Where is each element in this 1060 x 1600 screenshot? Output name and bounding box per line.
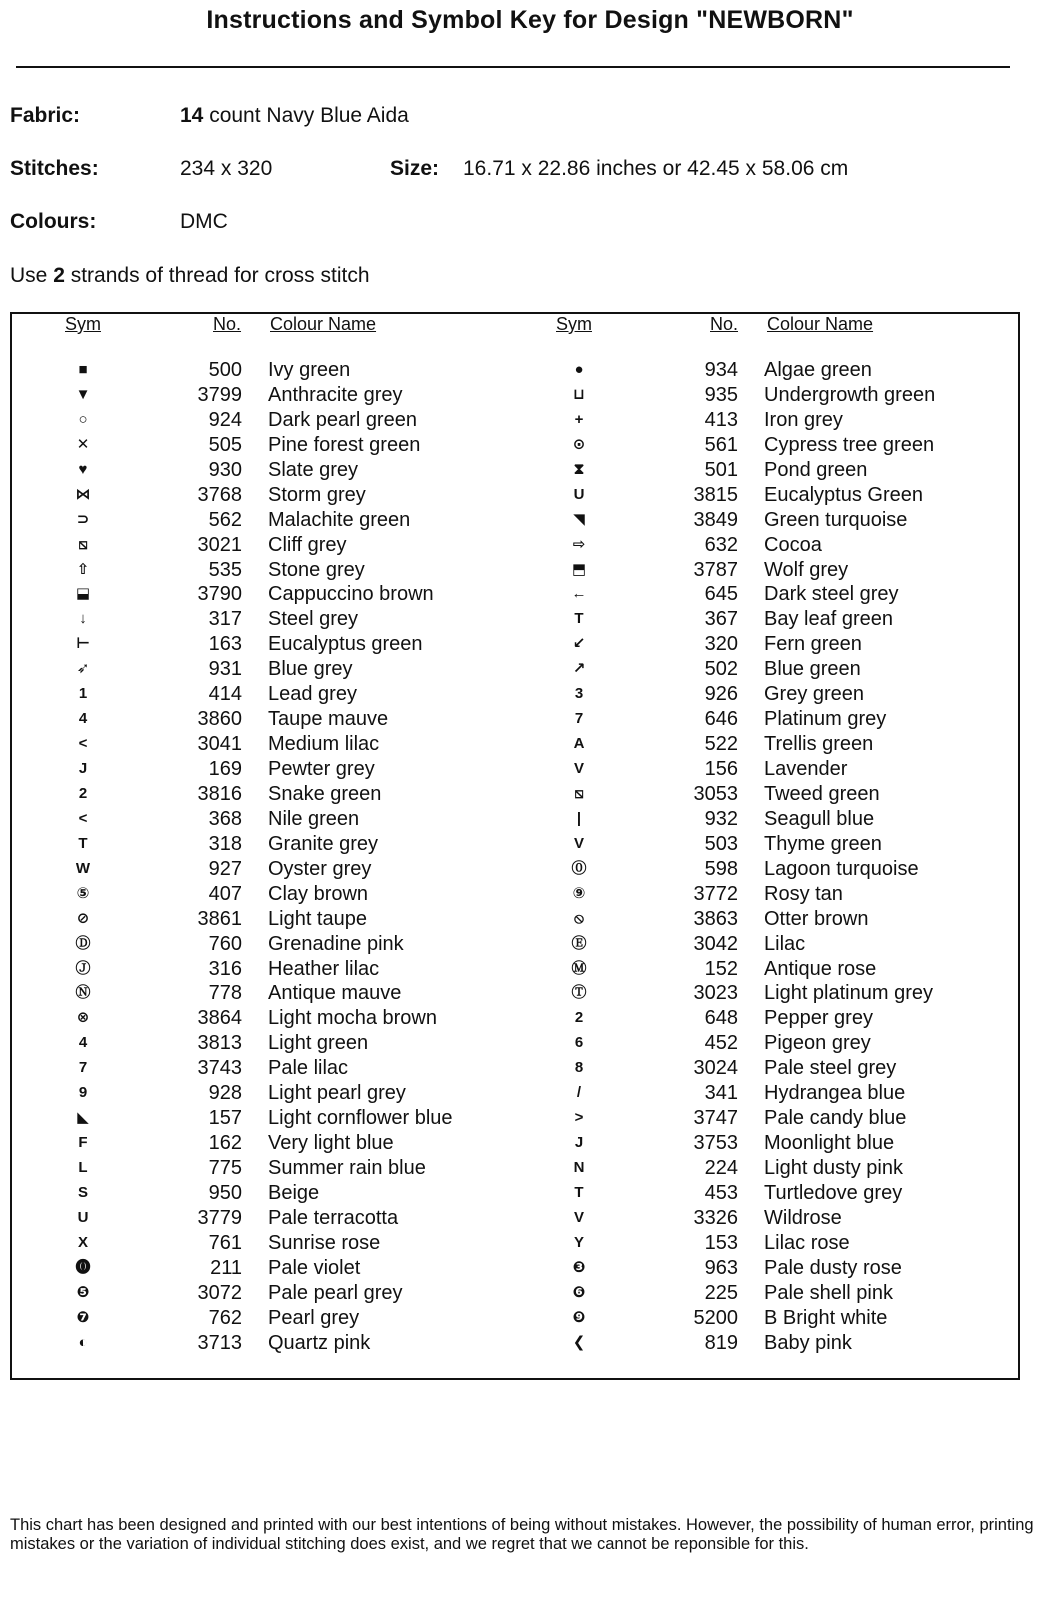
symbol-key-table [10,312,1020,1380]
stitch-symbol-icon: ◣ [77,1109,89,1127]
dmc-number: 3753 [693,1132,738,1155]
colour-name: Pale terracotta [268,1206,399,1229]
dmc-number: 153 [704,1231,738,1254]
colour-name: Grey green [764,683,865,706]
stitch-symbol-icon: ❮ [572,1333,586,1351]
dmc-number: 930 [208,458,242,481]
fabric-label: Fabric: [10,104,81,127]
strands-pre: Use [10,264,54,287]
stitch-symbol-icon: ❸ [572,1258,586,1276]
stitch-symbol-icon: L [78,1159,88,1176]
stitch-symbol-icon: ↙ [572,635,586,653]
dmc-number: 3849 [693,508,738,531]
dmc-number: 950 [208,1181,242,1204]
colour-name: Turtledove grey [764,1181,903,1204]
stitch-symbol-icon: 8 [574,1059,584,1077]
dmc-number: 778 [208,982,242,1005]
stitch-symbol-icon: 7 [574,710,584,728]
dmc-number: 926 [704,683,738,706]
dmc-number: 500 [208,359,242,381]
fabric-description: count Navy Blue Aida [203,104,409,127]
colour-name: Pigeon grey [764,1032,871,1055]
stitch-symbol-icon: > [574,1109,584,1127]
stitch-symbol-icon: 4 [78,1034,88,1052]
stitch-symbol-icon: N [573,1159,585,1176]
stitch-symbol-icon: | [576,809,582,827]
dmc-number: 407 [208,882,242,905]
disclaimer: This chart has been designed and printed with our best intentions of being without mistakes. However, the possibility of human error, printing mistakes or the variation of individual stitching does exist, and we regret that we cannot be reponsible for this. [10,1516,1034,1553]
colour-name: Slate grey [268,458,359,481]
colour-name: Cypress tree green [764,433,935,456]
stitch-symbol-icon: S [77,1183,88,1201]
dmc-number: 367 [704,608,738,631]
stitch-symbol-icon: ■ [78,361,88,378]
colour-name: Very light blue [268,1132,394,1155]
colour-name: Heather lilac [268,957,380,980]
dmc-number: 3860 [197,708,242,731]
stitch-symbol-icon: ⬓ [75,585,91,603]
stitch-symbol-icon: V [573,834,584,852]
colour-name: Green turquoise [764,508,908,531]
stitch-symbol-icon: A [573,735,585,753]
dmc-number: 562 [208,508,242,531]
strands-post: strands of thread for cross stitch [64,264,370,287]
dmc-number: 3072 [197,1281,242,1304]
page-title: Instructions and Symbol Key for Design "NEWBORN" [206,6,854,34]
colour-name: Fern green [764,633,862,656]
stitch-symbol-icon: ⊢ [76,635,90,653]
dmc-number: 502 [704,658,738,681]
stitch-symbol-icon: ◥ [573,510,585,528]
stitch-symbol-icon: ⇧ [76,560,90,578]
dmc-number: 3713 [197,1331,242,1354]
colour-name: Storm grey [268,483,366,506]
dmc-number: 316 [208,957,242,980]
stitch-symbol-icon: ⊘ [76,909,90,927]
dmc-number: 3799 [197,383,242,406]
colour-name: Wildrose [764,1206,842,1229]
colour-name: Eucalyptus green [268,633,423,656]
stitch-symbol-icon: 3 [574,685,584,703]
colour-name: Eucalyptus Green [764,483,923,506]
colour-name: Pale steel grey [764,1057,897,1080]
dmc-number: 522 [704,733,738,756]
header-sym-right: Sym [556,314,592,334]
dmc-number: 3743 [197,1057,242,1080]
stitch-symbol-icon: ➶ [76,660,90,678]
stitch-symbol-icon: < [78,809,88,827]
stitch-symbol-icon: ⊔ [573,385,585,403]
stitch-symbol-icon: V [573,760,584,777]
strands-instruction [10,264,370,288]
dmc-number: 3326 [693,1206,738,1229]
dmc-number: 505 [208,433,242,456]
colour-name: Blue green [764,658,861,681]
dmc-number: 775 [208,1157,242,1179]
dmc-number: 3053 [693,782,738,805]
colour-name: Undergrowth green [764,383,936,406]
dmc-number: 162 [208,1132,242,1155]
colour-name: Dark steel grey [764,583,899,606]
dmc-number: 211 [210,1256,242,1279]
stitch-symbol-icon: ⊃ [76,510,90,528]
dmc-number: 501 [704,458,738,481]
colour-name: Snake green [268,782,382,805]
colour-name: Lead grey [268,683,357,706]
dmc-number: 503 [704,832,738,855]
stitch-symbol-icon: ◐ [78,1333,88,1351]
stitch-symbol-icon: ⑤ [76,884,90,902]
stitch-symbol-icon: ↓ [79,610,87,628]
header-no-right: No. [710,314,739,334]
stitch-symbol-icon: ⊗ [76,1009,90,1027]
colour-name: Rosy tan [764,882,843,905]
stitch-symbol-icon: ⊙ [572,435,586,453]
colour-name: Algae green [764,359,872,381]
stitch-symbol-icon: Ⓔ [571,934,587,952]
fabric-count: 14 [180,104,204,127]
stitch-symbol-icon: ⓪ [571,859,587,877]
colour-name: Seagull blue [764,807,875,830]
stitch-symbol-icon: Ⓝ [75,984,91,1002]
stitch-symbol-icon: ⬒ [571,560,587,578]
colour-name: Light cornflower blue [268,1107,453,1130]
dmc-number: 963 [704,1256,738,1279]
stitch-symbol-icon: ♥ [78,460,88,478]
stitch-symbol-icon: ⧅ [78,535,88,553]
dmc-number: 932 [704,807,738,830]
dmc-number: 632 [704,533,738,556]
dmc-number: 320 [704,633,738,656]
colour-name: Pale pearl grey [268,1281,403,1304]
stitch-symbol-icon: ⦸ [574,909,584,927]
colour-name: Moonlight blue [764,1132,895,1155]
stitch-symbol-icon: J [78,760,88,777]
colour-name: Light green [268,1032,369,1055]
dmc-number: 3772 [693,882,738,905]
colour-name: Steel grey [268,608,359,631]
stitch-symbol-icon: ❺ [76,1283,90,1301]
dmc-number: 924 [208,408,242,431]
colour-name: Tweed green [764,782,880,805]
size-value: 16.71 x 22.86 inches or 42.45 x 58.06 cm [463,157,849,180]
stitch-symbol-icon: + [574,410,584,428]
stitch-symbol-icon: U [77,1208,89,1226]
stitch-symbol-icon: Ⓙ [75,959,91,977]
stitch-symbol-icon: ↗ [572,660,586,678]
stitch-symbol-icon: ⓿ [75,1258,91,1276]
dmc-number: 648 [704,1007,738,1030]
stitch-symbol-icon: V [573,1208,584,1226]
colour-name: Thyme green [764,832,882,855]
colour-name: Anthracite grey [268,383,403,406]
colour-name: Baby pink [764,1331,852,1354]
colour-name: Antique rose [764,957,877,980]
colour-name: Pepper grey [764,1007,873,1030]
dmc-number: 169 [208,758,242,780]
dmc-number: 225 [704,1281,738,1304]
dmc-number: 3790 [197,583,242,606]
stitch-symbol-icon: ⋈ [75,485,91,503]
dmc-number: 452 [704,1032,738,1055]
colour-name: Light mocha brown [268,1007,437,1030]
colour-name: Taupe mauve [268,708,389,731]
colour-name: Lilac rose [764,1231,850,1254]
stitch-symbol-icon: ▼ [75,385,91,403]
colour-name: Pale candy blue [764,1107,907,1130]
colour-name: Ivy green [268,359,351,381]
dmc-number: 3864 [197,1007,242,1030]
stitch-symbol-icon: X [77,1233,88,1251]
stitch-symbol-icon: < [78,735,88,753]
stitch-symbol-icon: ⧗ [573,460,585,478]
stitch-symbol-icon: ❾ [572,1308,586,1326]
dmc-number: 3779 [197,1206,242,1229]
dmc-number: 318 [208,832,242,855]
dmc-number: 3768 [197,483,242,506]
colour-name: Lagoon turquoise [764,857,919,880]
colour-name: Malachite green [268,508,411,531]
dmc-number: 3041 [197,733,242,756]
colour-name: Pale shell pink [764,1281,893,1304]
stitch-symbol-icon: ✕ [76,435,90,453]
colour-name: Light taupe [268,907,367,930]
header-no-left: No. [213,314,242,334]
colour-name: Light platinum grey [764,982,933,1005]
dmc-number: 598 [704,857,738,880]
colour-name: Cliff grey [268,533,347,556]
stitch-symbol-icon: 1 [78,685,88,703]
stitch-symbol-icon: T [574,610,584,628]
dmc-number: 561 [704,433,738,456]
colour-name: Blue grey [268,658,353,681]
dmc-number: 368 [208,807,242,830]
colour-name: Quartz pink [268,1331,371,1354]
colour-name: Oyster grey [268,857,372,880]
colour-name: Pale lilac [268,1057,349,1080]
colour-name: Grenadine pink [268,932,404,955]
colour-name: Medium lilac [268,733,380,756]
stitch-symbol-icon: / [576,1084,582,1102]
colour-name: Wolf grey [764,558,849,581]
stitch-symbol-icon: 2 [574,1009,584,1027]
dmc-number: 3861 [197,907,242,930]
dmc-number: 3023 [693,982,738,1005]
colour-name: Granite grey [268,832,379,855]
dmc-number: 317 [208,608,242,631]
stitch-symbol-icon: ⧅ [574,784,584,802]
stitch-symbol-icon: ← [571,585,587,603]
stitch-symbol-icon: Ⓓ [75,934,91,952]
dmc-number: 927 [208,857,242,880]
colour-name: Pearl grey [268,1306,360,1329]
stitch-symbol-icon: ⇨ [572,535,586,553]
stitch-symbol-icon: Ⓜ [571,959,587,977]
dmc-number: 928 [208,1082,242,1105]
dmc-number: 3787 [693,558,738,581]
colours-label: Colours: [10,210,97,233]
dmc-number: 341 [704,1082,738,1105]
dmc-number: 535 [208,558,242,581]
stitch-symbol-icon: ⑨ [572,884,586,902]
stitch-symbol-icon: 9 [78,1084,88,1102]
colour-name: Hydrangea blue [764,1082,906,1105]
colour-name: Platinum grey [764,708,887,731]
colour-name: Otter brown [764,907,869,930]
stitch-symbol-icon: 4 [78,710,88,728]
dmc-number: 3816 [197,782,242,805]
stitch-symbol-icon: T [78,834,88,852]
strands-count: 2 [53,264,65,287]
dmc-number: 413 [704,408,738,431]
dmc-number: 645 [704,583,738,606]
colours-value: DMC [180,210,228,233]
dmc-number: 760 [208,932,242,955]
colour-name: Iron grey [764,408,843,431]
colour-name: Pewter grey [268,758,375,780]
colour-name: Trellis green [764,733,874,756]
dmc-number: 3747 [693,1107,738,1130]
stitch-symbol-icon: U [573,485,585,503]
colour-name: Pale dusty rose [764,1256,902,1279]
dmc-number: 3024 [693,1057,738,1080]
colour-name: Antique mauve [268,982,402,1005]
dmc-number: 157 [208,1107,242,1130]
colour-name: Pine forest green [268,433,421,456]
stitch-symbol-icon: Ⓣ [571,984,587,1002]
header-name-right: Colour Name [767,314,874,334]
colour-name: Dark pearl green [268,408,417,431]
fabric-value [180,104,409,128]
size-label: Size: [390,157,440,180]
colour-name: B Bright white [764,1306,888,1329]
dmc-number: 934 [704,359,738,381]
title-divider [16,66,1010,68]
dmc-number: 224 [704,1157,738,1179]
stitch-symbol-icon: ○ [78,410,88,428]
stitches-value: 234 x 320 [180,157,273,180]
dmc-number: 414 [208,683,242,706]
stitch-symbol-icon: ❻ [572,1283,586,1301]
colour-name: Nile green [268,807,360,830]
dmc-number: 935 [704,383,738,406]
colour-name: Pond green [764,458,868,481]
dmc-number: 762 [208,1306,242,1329]
dmc-number: 3021 [197,533,242,556]
dmc-number: 156 [704,758,738,780]
colour-name: Cocoa [764,533,822,556]
stitch-symbol-icon: 7 [78,1059,88,1077]
dmc-number: 152 [704,957,738,980]
stitch-symbol-icon: ● [574,361,584,378]
dmc-number: 819 [704,1331,738,1354]
dmc-number: 5200 [693,1306,738,1329]
stitch-symbol-icon: T [574,1183,584,1201]
colour-name: Pale violet [268,1256,361,1279]
dmc-number: 931 [208,658,242,681]
colour-name: Light pearl grey [268,1082,406,1105]
stitch-symbol-icon: 6 [574,1034,584,1052]
stitch-symbol-icon: ❼ [76,1308,90,1326]
header-sym-left: Sym [65,314,101,334]
dmc-number: 646 [704,708,738,731]
dmc-number: 761 [208,1231,242,1254]
dmc-number: 3863 [693,907,738,930]
colour-name: Lilac [764,932,806,955]
colour-name: Sunrise rose [268,1231,381,1254]
dmc-number: 163 [208,633,242,656]
colour-name: Lavender [764,758,848,780]
header-name-left: Colour Name [270,314,377,334]
colour-name: Stone grey [268,558,365,581]
colour-name: Clay brown [268,882,369,905]
dmc-number: 3815 [693,483,738,506]
colour-name: Light dusty pink [764,1157,903,1179]
dmc-number: 3042 [693,932,738,955]
stitch-symbol-icon: J [574,1134,584,1152]
colour-name: Cappuccino brown [268,583,434,606]
stitch-symbol-icon: Y [573,1233,584,1251]
stitches-label: Stitches: [10,157,99,180]
stitch-symbol-icon: W [75,859,91,877]
stitch-symbol-icon: 2 [78,784,88,802]
colour-name: Summer rain blue [268,1157,426,1179]
stitch-symbol-icon: F [78,1134,88,1152]
dmc-number: 3813 [197,1032,242,1055]
colour-name: Bay leaf green [764,608,893,631]
dmc-number: 453 [704,1181,738,1204]
colour-name: Beige [268,1181,320,1204]
